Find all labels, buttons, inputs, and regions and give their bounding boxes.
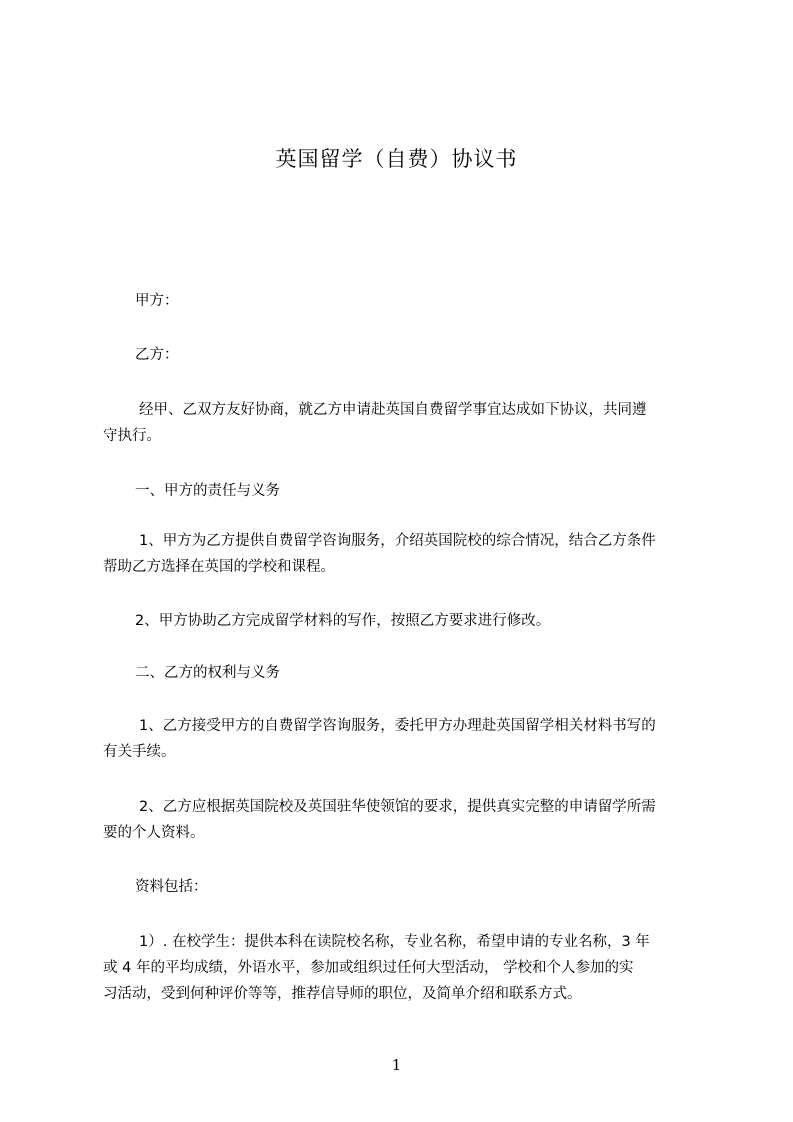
materials-heading: 资料包括：	[135, 879, 208, 895]
page-number: 1	[391, 1056, 402, 1074]
section-2-item-1-line-2: 有关手续。	[103, 744, 176, 760]
section-2-item-2-line-1: 2、乙方应根据英国院校及英国驻华使领馆的要求，提供真实完整的申请留学所需	[139, 799, 656, 815]
section-1-item-1-line-1: 1、甲方为乙方提供自费留学咨询服务，介绍英国院校的综合情况，结合乙方条件	[139, 533, 656, 549]
section-1-item-1	[103, 528, 709, 580]
materials-item-1	[103, 929, 709, 1007]
intro-line-1: 经甲、乙双方友好协商，就乙方申请赴英国自费留学事宜达成如下协议，共同遵	[139, 402, 647, 418]
section-1-item-1-line-2: 帮助乙方选择在英国的学校和课程。	[103, 559, 335, 575]
materials-item-1-line-2: 或 4 年的平均成绩，外语水平，参加或组织过任何大型活动， 学校和个人参加的实	[103, 960, 634, 976]
intro-line-2: 守执行。	[103, 428, 161, 444]
section-2-item-2	[103, 794, 709, 846]
party-a-label: 甲方：	[135, 293, 179, 309]
materials-item-1-line-3: 习活动，受到何种评价等等，推荐信导师的职位，及简单介绍和联系方式。	[103, 986, 582, 1002]
document-title: 英国留学（自费）协议书	[275, 147, 518, 171]
materials-item-1-line-1: 1）. 在校学生：提供本科在读院校名称，专业名称，希望申请的专业名称，3 年	[139, 934, 650, 950]
section-2-item-2-line-2: 要的个人资料。	[103, 825, 205, 841]
section-2-item-1	[103, 713, 709, 765]
section-2-item-1-line-1: 1、乙方接受甲方的自费留学咨询服务，委托甲方办理赴英国留学相关材料书写的	[139, 718, 656, 734]
section-1-heading: 一、甲方的责任与义务	[135, 483, 280, 499]
intro-paragraph	[103, 397, 709, 449]
party-b-label: 乙方：	[135, 347, 179, 363]
section-2-heading: 二、乙方的权利与义务	[135, 665, 280, 681]
section-1-item-2: 2、甲方协助乙方完成留学材料的写作，按照乙方要求进行修改。	[135, 613, 551, 629]
